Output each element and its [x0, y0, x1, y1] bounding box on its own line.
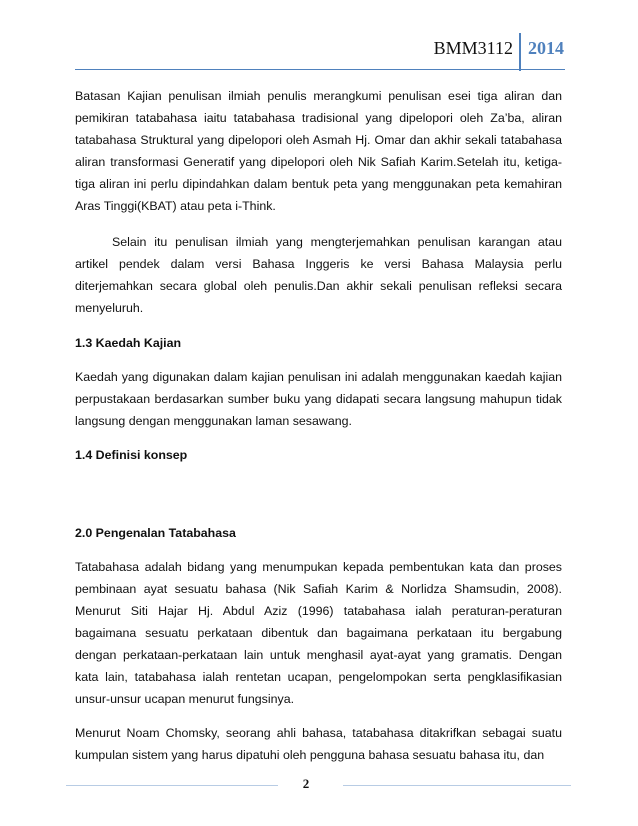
- heading-kaedah-kajian: 1.3 Kaedah Kajian: [75, 336, 182, 350]
- paragraph-translation: Selain itu penulisan ilmiah yang mengterjemahkan penulisan karangan atau artikel pendek dalam versi Bahasa Inggeris ke versi Bahasa Malaysia perlu diterjemahkan secara global oleh penulis.Dan akhir sekali penulisan refleksi secara menyeluruh.: [75, 235, 562, 315]
- paragraph-scope: Batasan Kajian penulisan ilmiah penulis merangkumi penulisan esei tiga aliran dan pemikiran tatabahasa iaitu tatabahasa tradisional yang dipelopori oleh Za’ba, aliran tatabahasa Struktural yang dipelopori oleh Asmah Hj. Omar dan akhir sekali tatabahasa aliran transformasi Generatif yang dipelopori oleh Nik Safiah Karim.Setelah itu, ketiga-tiga aliran ini perlu dipindahkan dalam bentuk peta yang menggunakan peta kemahiran Aras Tinggi(KBAT) atau peta i-Think.: [75, 89, 562, 213]
- page-number: 2: [302, 776, 310, 791]
- paragraph-grammar-definition: Tatabahasa adalah bidang yang menumpukan kepada pembentukan kata dan proses pembinaan ayat sesuatu bahasa (Nik Safiah Karim & Norlidza Shamsudin, 2008). Menurut Siti Hajar Hj. Abdul Aziz (1996) tatabahasa ialah peraturan-peraturan bagaimana sesuatu perkataan dibentuk dan bagaimana perkataan itu bergabung dengan perkataan-perkataan lain untuk menghasil ayat-ayat yang gramatis. Dengan kata lain, tatabahasa ialah rentetan ucapan, pengelompokan serta pengklasifikasian unsur-unsur ucapan menurut fungsinya.: [75, 560, 562, 706]
- paragraph-method: Kaedah yang digunakan dalam kajian penulisan ini adalah menggunakan kaedah kajian perpustakaan berdasarkan sumber buku yang didapati secara langsung mahupun tidak langsung dengan menggunakan laman sesawang.: [75, 370, 562, 428]
- footer-line-right: [343, 785, 571, 786]
- page-footer: [66, 776, 571, 796]
- heading-definisi-konsep: 1.4 Definisi konsep: [75, 448, 188, 462]
- paragraph-chomsky: Menurut Noam Chomsky, seorang ahli bahasa, tatabahasa ditakrifkan sebagai suatu kumpulan sistem yang harus dipatuhi oleh pengguna bahasa sesuatu bahasa itu, dan: [75, 726, 562, 762]
- header-year: 2014: [528, 38, 564, 58]
- footer-line-left: [66, 785, 278, 786]
- page-header: [434, 33, 564, 71]
- heading-pengenalan-tatabahasa: 2.0 Pengenalan Tatabahasa: [75, 526, 236, 540]
- header-course-code: BMM3112: [434, 33, 521, 71]
- header-divider: [75, 69, 565, 70]
- document-body: [75, 85, 562, 766]
